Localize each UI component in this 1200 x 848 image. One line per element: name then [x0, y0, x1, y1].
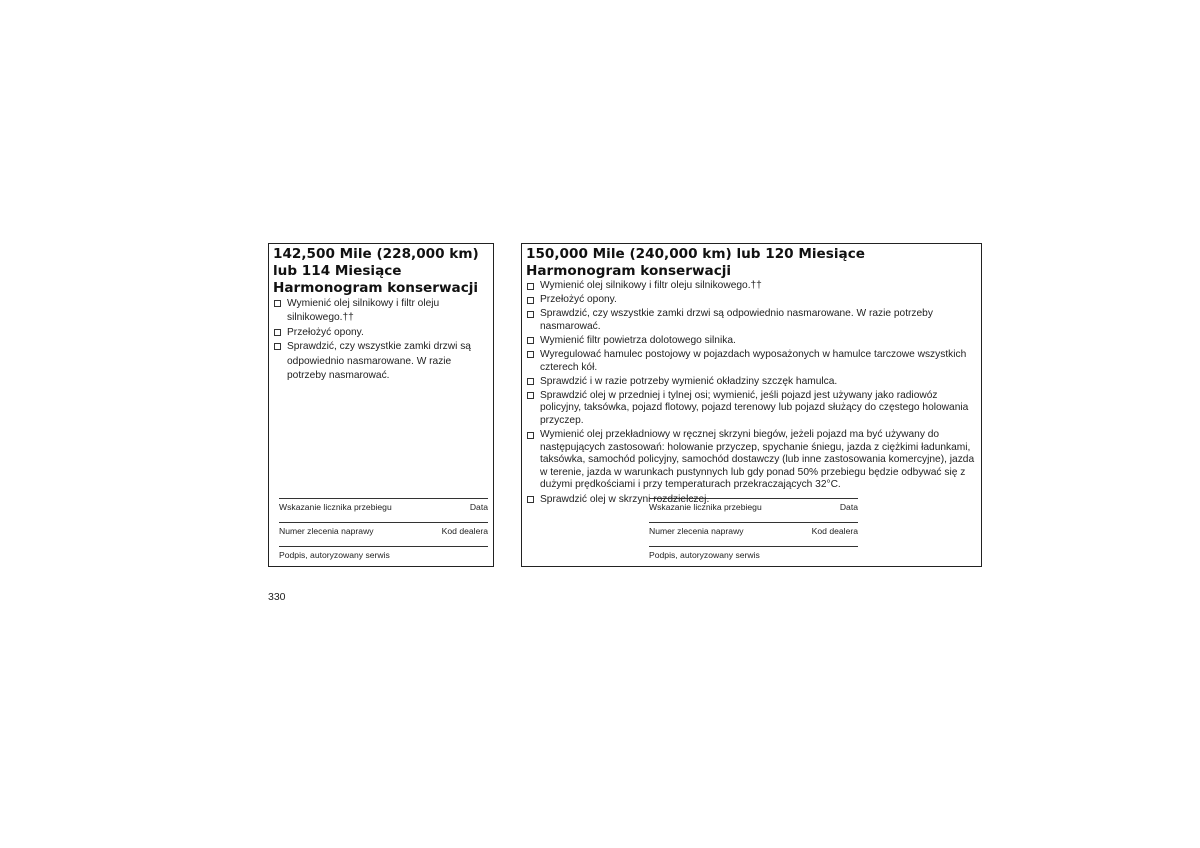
- maintenance-card-150000: [521, 243, 982, 567]
- checklist-item-text: Sprawdzić olej w skrzyni rozdzielczej.: [540, 493, 710, 505]
- checklist-item: [527, 280, 979, 293]
- checkbox[interactable]: [274, 300, 281, 307]
- checklist-item: [274, 297, 488, 326]
- checklist-item-text: Wymienić olej przekładniowy w ręcznej skrzyni biegów, jeżeli pojazd ma być używany do następujących zastosowań: holowanie przyczep, spychanie śniegu, jazda z ciężkimi ładunkami, taksówka, samochód policyjny, samochód dostawczy (lub inne zastosowania komercyjne), jazda w terenie, jazda w warunkach pustynnych lub gdy ponad 50% przebiegu będzie odbywać się z dużymi prędkościami i przy temperaturach przekraczających 32°C.: [540, 429, 975, 491]
- signature-block: [279, 498, 488, 570]
- repair-order-label: Numer zlecenia naprawy: [279, 526, 374, 536]
- checklist-item-text: Wymienić olej silnikowy i filtr oleju silnikowego.††: [540, 280, 762, 291]
- checklist-item: [527, 429, 979, 492]
- checkbox[interactable]: [527, 311, 534, 318]
- checkbox[interactable]: [274, 343, 281, 350]
- checklist-item-text: Wyregulować hamulec postojowy w pojazdach wyposażonych w hamulce tarczowe wszystkich czterech kół.: [540, 348, 967, 373]
- checkbox[interactable]: [527, 392, 534, 399]
- checklist-item-text: Przełożyć opony.: [540, 294, 617, 306]
- checkbox[interactable]: [527, 432, 534, 439]
- checklist-item-text: Przełożyć opony.: [287, 326, 364, 338]
- signature-row[interactable]: [279, 546, 488, 570]
- card-title: 142,500 Mile (228,000 km) lub 114 Miesiące Harmonogram konserwacji: [273, 246, 479, 296]
- date-label: Data: [469, 502, 488, 512]
- signature-label: Podpis, autoryzowany serwis: [649, 550, 760, 560]
- checklist-item: [527, 294, 979, 307]
- checklist-item-text: Wymienić filtr powietrza dolotowego silnika.: [540, 334, 736, 346]
- checklist-item: [527, 308, 979, 333]
- checkbox[interactable]: [274, 329, 281, 336]
- repair-order-label: Numer zlecenia naprawy: [649, 526, 744, 536]
- checkbox[interactable]: [527, 283, 534, 290]
- checkbox[interactable]: [527, 297, 534, 304]
- card-title: 150,000 Mile (240,000 km) lub 120 Miesiące Harmonogram konserwacji: [526, 246, 865, 279]
- checklist-item: [527, 376, 979, 389]
- odometer-label: Wskazanie licznika przebiegu: [649, 502, 762, 512]
- signature-row[interactable]: [649, 546, 858, 570]
- maintenance-card-142500: [268, 243, 494, 567]
- checklist-item-text: Sprawdzić, czy wszystkie zamki drzwi są odpowiednio nasmarowane. W razie potrzeby nasmarować.: [540, 308, 933, 332]
- checklist-item: [274, 340, 488, 383]
- checklist-item-text: Sprawdzić i w razie potrzeby wymienić okładziny szczęk hamulca.: [540, 375, 838, 387]
- checkbox[interactable]: [527, 351, 534, 358]
- checklist-item-text: Wymienić olej silnikowy i filtr oleju silnikowego.††: [287, 298, 440, 324]
- checklist: [274, 297, 488, 384]
- checklist-item-text: Sprawdzić, czy wszystkie zamki drzwi są odpowiednio nasmarowane. W razie potrzeby nasmarować.: [287, 341, 471, 382]
- signature-label: Podpis, autoryzowany serwis: [279, 550, 390, 560]
- repair-order-dealer-row[interactable]: [279, 522, 488, 546]
- checklist-item: [274, 326, 488, 340]
- checklist: [527, 280, 979, 508]
- checklist-item: [527, 349, 979, 374]
- checkbox[interactable]: [527, 337, 534, 344]
- checklist-item-text: Sprawdzić olej w przedniej i tylnej osi; wymienić, jeśli pojazd jest używany jako radiowóz policyjny, taksówka, pojazd flotowy, pojazd terenowy lub pojazd służący do częstego holowania przyczep.: [540, 389, 969, 426]
- checklist-item: [527, 335, 979, 348]
- odometer-date-row[interactable]: [649, 498, 858, 522]
- signature-block: [649, 498, 858, 570]
- checklist-item: [527, 390, 979, 428]
- odometer-label: Wskazanie licznika przebiegu: [279, 502, 392, 512]
- checkbox[interactable]: [527, 378, 534, 385]
- checkbox[interactable]: [527, 496, 534, 503]
- dealer-code-label: Kod dealera: [441, 526, 488, 536]
- date-label: Data: [839, 502, 858, 512]
- dealer-code-label: Kod dealera: [811, 526, 858, 536]
- repair-order-dealer-row[interactable]: [649, 522, 858, 546]
- page-number: 330: [268, 591, 286, 603]
- odometer-date-row[interactable]: [279, 498, 488, 522]
